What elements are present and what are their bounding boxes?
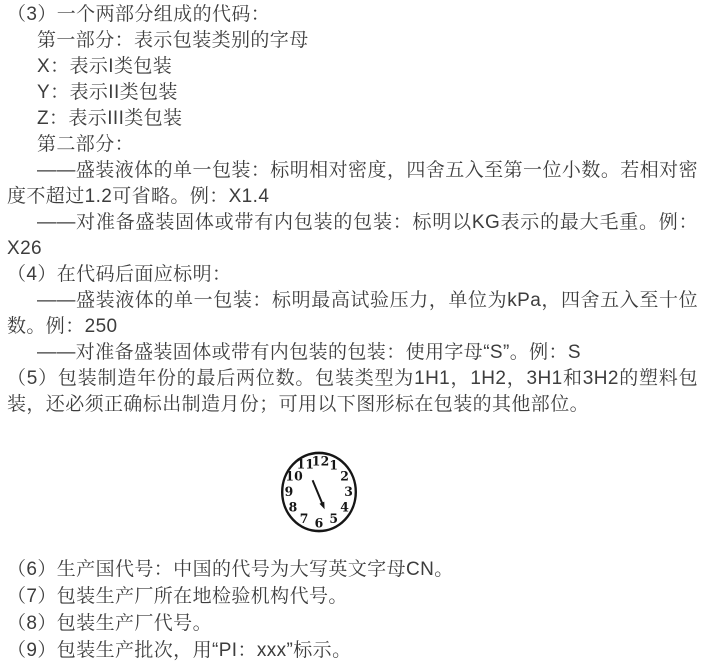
part-1-label: 第一部分：表示包装类别的字母 [37,30,309,51]
clock-number-8: 8 [288,499,298,515]
clock-hand [313,480,323,503]
clock-number-2: 2 [340,468,349,484]
class-z-line: Z：表示III类包装 [37,108,183,129]
item-3-heading: （3）一个两部分组成的代码： [7,4,271,25]
month-clock-figure [279,450,359,534]
class-y-line: Y：表示II类包装 [37,82,178,103]
clock-number-3: 3 [344,483,353,500]
bottom-items-group [7,556,698,664]
clock-number-5: 5 [329,510,339,527]
liquid-test-pressure-note: ——盛装液体的单一包装：标明最高试验压力，单位为kPa，四舍五入至十位数。例：250 [7,290,698,337]
clock-number-1: 1 [329,457,339,473]
liquid-packaging-density-note: ——盛装液体的单一包装：标明相对密度，四舍五入至第一位小数。若相对密度不超过1.2可省略。例：X1.4 [7,160,698,207]
item-7-inspection-agency-note: （7）包装生产厂所在地检验机构代号。 [7,586,348,607]
part-2-label: 第二部分： [37,134,135,155]
item-9-production-batch-note: （9）包装生产批次，用“PI：xxx”标示。 [7,640,352,661]
clock-number-9: 9 [284,483,294,500]
item-6-country-code-note: （6）生产国代号：中国的代号为大写英文字母CN。 [7,559,454,580]
clock-number-6: 6 [314,514,324,531]
clock-number-7: 7 [299,510,309,527]
clock-number-12: 12 [311,453,330,469]
item-5-manufacture-year-note: （5）包装制造年份的最后两位数。包装类型为1H1，1H2，3H1和3H2的塑料包装，还必须正确标出制造月份；可用以下图形标在包装的其他部位。 [7,368,698,415]
clock-face [279,450,359,534]
item-8-manufacturer-code-note: （8）包装生产厂代号。 [7,613,212,634]
solid-letter-s-note: ——对准备盛装固体或带有内包装的包装：使用字母“S”。例：S [37,342,582,363]
clock-number-10: 10 [285,468,303,484]
class-x-line: X：表示I类包装 [37,56,173,77]
clock-hand-arrowhead [319,502,324,510]
solid-packaging-gross-weight-note: ——对准备盛装固体或带有内包装的包装：标明以KG表示的最大毛重。例：X26 [7,212,698,259]
clock-number-4: 4 [340,499,349,515]
item-4-heading: （4）在代码后面应标明： [7,264,232,285]
clock-number-11: 11 [296,456,315,472]
